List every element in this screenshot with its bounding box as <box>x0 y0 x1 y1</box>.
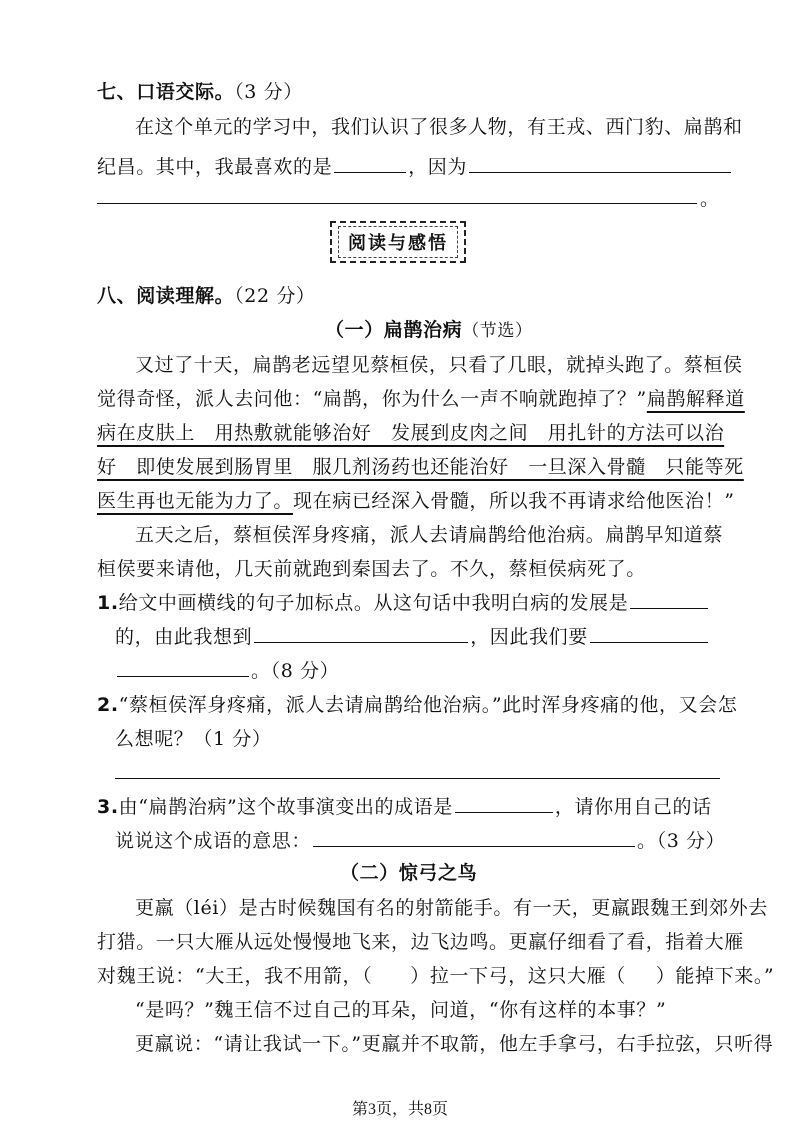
q8-heading <box>97 283 316 309</box>
question-1-line1 <box>97 590 710 616</box>
passage2-line3-a: 对魏王说：“大王，我不用箭，（ <box>97 965 373 987</box>
passage2-line3 <box>97 963 774 989</box>
q7-heading <box>97 79 303 105</box>
question-1-text-b: 的，由此我想到 <box>115 626 253 648</box>
question-3-line2 <box>115 828 725 854</box>
question-3-blank-1[interactable] <box>455 794 553 813</box>
q7-line2-b: ，因为 <box>408 156 468 178</box>
passage2-line2: 打猎。一只大雁从远处慢慢地飞来，边飞边鸣。更羸仔细看了看，指着大雁 <box>97 931 744 953</box>
question-1-text-c: ，因此我们要 <box>470 626 588 648</box>
question-1-line3 <box>115 658 339 684</box>
q7-end-mark: 。 <box>700 188 720 210</box>
passage1-line5-b: 现在病已经深入骨髓，所以我不再请求给他医治！” <box>293 490 735 512</box>
passage1-line2-a: 觉得奇怪，派人去问他：“扁鹊，你为什么一声不响就跑掉了？” <box>97 388 647 410</box>
question-3-text-b: ，请你用自己的话 <box>554 796 712 818</box>
question-3-blank-2[interactable] <box>313 828 635 847</box>
section-banner <box>330 221 466 263</box>
question-2-line2: 么想呢？（1 分） <box>115 728 272 750</box>
passage1-line4-underlined: 好 即使发展到肠胃里 服几剂汤药也还能治好 一旦深入骨髓 只能等死 <box>97 456 744 478</box>
q7-line2 <box>97 154 733 180</box>
question-2-answer-line[interactable] <box>115 778 720 779</box>
question-1-blank-4[interactable] <box>117 658 249 677</box>
question-3-text-d: 。（3 分） <box>637 830 726 852</box>
passage1-line2 <box>97 386 745 412</box>
question-3-number: 3. <box>97 796 119 818</box>
passage1-line5-underlined: 医生再也无能为力了。 <box>97 490 294 512</box>
question-2-number: 2. <box>97 694 119 716</box>
passage1-line5 <box>97 488 735 514</box>
passage1-title <box>325 317 533 344</box>
question-2-line1 <box>97 692 737 718</box>
q7-line1: 在这个单元的学习中，我们认识了很多人物，有王戎、西门豹、扁鹊和 <box>135 116 743 138</box>
passage1-title-text: （一）扁鹊治病 <box>325 319 463 341</box>
passage2-line1: 更羸（léi）是古时候魏国有名的射箭能手。有一天，更羸跟魏王到郊外去 <box>135 897 768 919</box>
question-1-blank-2[interactable] <box>254 624 468 643</box>
passage2-title: （二）惊弓之鸟 <box>340 862 478 884</box>
q7-score: （3 分） <box>234 81 303 103</box>
q7-answer-line[interactable] <box>97 203 697 204</box>
question-1-text-a: 给文中画横线的句子加标点。从这句话中我明白病的发展是 <box>118 592 629 614</box>
question-1-blank-1[interactable] <box>630 590 708 609</box>
q8-score: （22 分） <box>234 285 316 307</box>
question-3-text-a: 由“扁鹊治病”这个故事演变出的成语是 <box>118 796 453 818</box>
passage1-line2-underlined: 扁鹊解释道 <box>646 388 745 410</box>
q7-answer-blank-name[interactable] <box>334 154 406 173</box>
question-1-text-d: 。（8 分） <box>251 660 340 682</box>
question-1-line2 <box>115 624 710 650</box>
page-footer: 第3页，共8页 <box>351 1101 448 1118</box>
passage1-title-note: （节选） <box>462 321 533 341</box>
q7-heading-text: 七、口语交际。 <box>97 81 235 103</box>
question-3-line1 <box>97 794 712 820</box>
question-3-text-c: 说说这个成语的意思： <box>115 830 312 852</box>
passage1-line3-underlined: 病在皮肤上 用热敷就能够治好 发展到皮肉之间 用扎针的方法可以治 <box>97 422 725 444</box>
passage2-line3-b: ）拉一下弓，这只大雁（ <box>410 965 626 987</box>
question-1-number: 1. <box>97 592 119 614</box>
passage2-line4: “是吗？”魏王信不过自己的耳朵，问道，“你有这样的本事？” <box>135 999 667 1021</box>
q8-heading-text: 八、阅读理解。 <box>97 285 235 307</box>
passage2-line3-c: ）能掉下来。” <box>655 965 775 987</box>
question-2-text-a: “蔡桓侯浑身疼痛，派人去请扁鹊给他治病。”此时浑身疼痛的他，又会怎 <box>118 694 738 716</box>
section-banner-text: 阅读与感悟 <box>338 226 458 258</box>
question-1-blank-3[interactable] <box>590 624 708 643</box>
q7-line2-a: 纪昌。其中，我最喜欢的是 <box>97 156 333 178</box>
passage2-line5: 更羸说：“请让我试一下。”更羸并不取箭，他左手拿弓，右手拉弦，只听得 <box>135 1033 774 1055</box>
passage1-line7: 桓侯要来请他，几天前就跑到秦国去了。不久，蔡桓侯病死了。 <box>97 558 646 580</box>
passage1-line1: 又过了十天，扁鹊老远望见蔡桓侯，只看了几眼，就掉头跑了。蔡桓侯 <box>135 354 743 376</box>
q7-answer-blank-reason[interactable] <box>469 154 731 173</box>
passage1-line6: 五天之后，蔡桓侯浑身疼痛，派人去请扁鹊给他治病。扁鹊早知道蔡 <box>135 524 724 546</box>
